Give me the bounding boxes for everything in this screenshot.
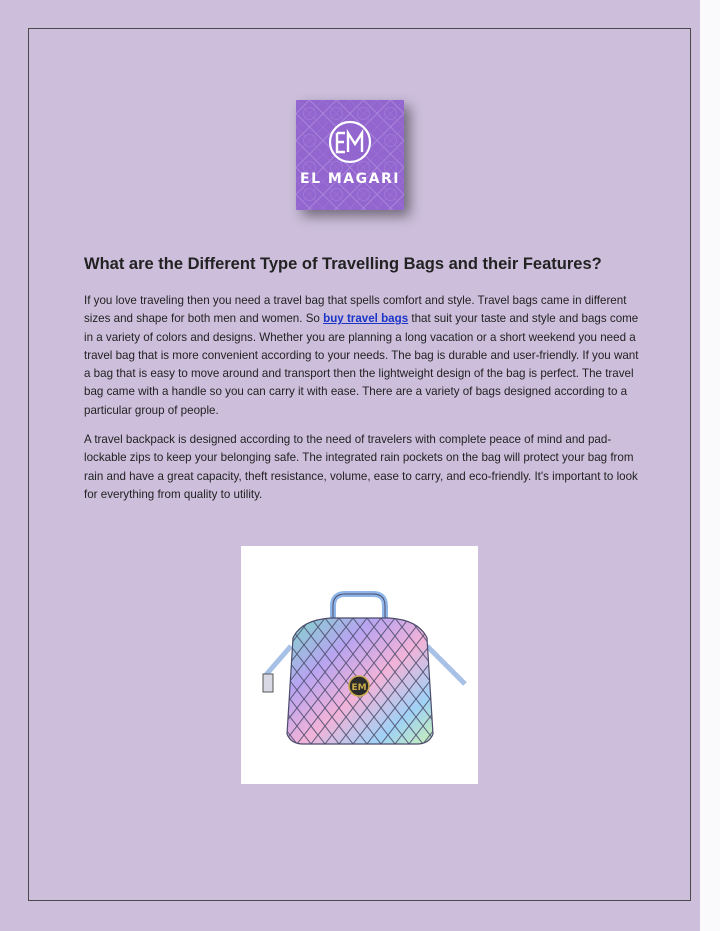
brand-logo — [296, 100, 404, 210]
buy-travel-bags-link[interactable]: buy travel bags — [323, 312, 409, 326]
article-paragraph-2: A travel backpack is designed according to the need of travelers with complete peace of mind and pad-lockable zips to keep your belonging safe. The integrated rain pockets on the bag will protect your bag from rain and have a great capacity, theft resistance, volume, ease to carry, and eco-friendly. It's important to look for everything from quality to utility. — [84, 433, 638, 501]
paragraph-1-text-end: that suit your taste and style and bags come in a variety of colors and designs. Whether you are planning a long vacation or a short weekend you need a travel bag that is more convenient according to your needs. The bag is durable and user-friendly. If you want a bag that is easy to move around and transport then the lightweight design of the bag is perfect. The travel bag came with a handle so you can carry it with ease. There are a variety of bags designed according to a particular group of people. — [84, 312, 639, 417]
article-paragraph-1 — [84, 292, 640, 420]
el-magari-logo-icon — [296, 100, 404, 210]
svg-text:EM: EM — [351, 683, 367, 693]
holographic-travel-bag-icon — [241, 546, 478, 784]
article-title: What are the Different Type of Travelling Bags and their Features? — [84, 255, 602, 273]
product-image — [241, 546, 478, 784]
brand-name: EL MAGARI — [300, 171, 400, 187]
paragraph-1-text-start: If you love traveling then you need a travel bag that spells comfort and style. Travel bags came in different sizes and shape for both men and women. So — [84, 294, 627, 326]
page-edge-strip — [700, 0, 720, 931]
